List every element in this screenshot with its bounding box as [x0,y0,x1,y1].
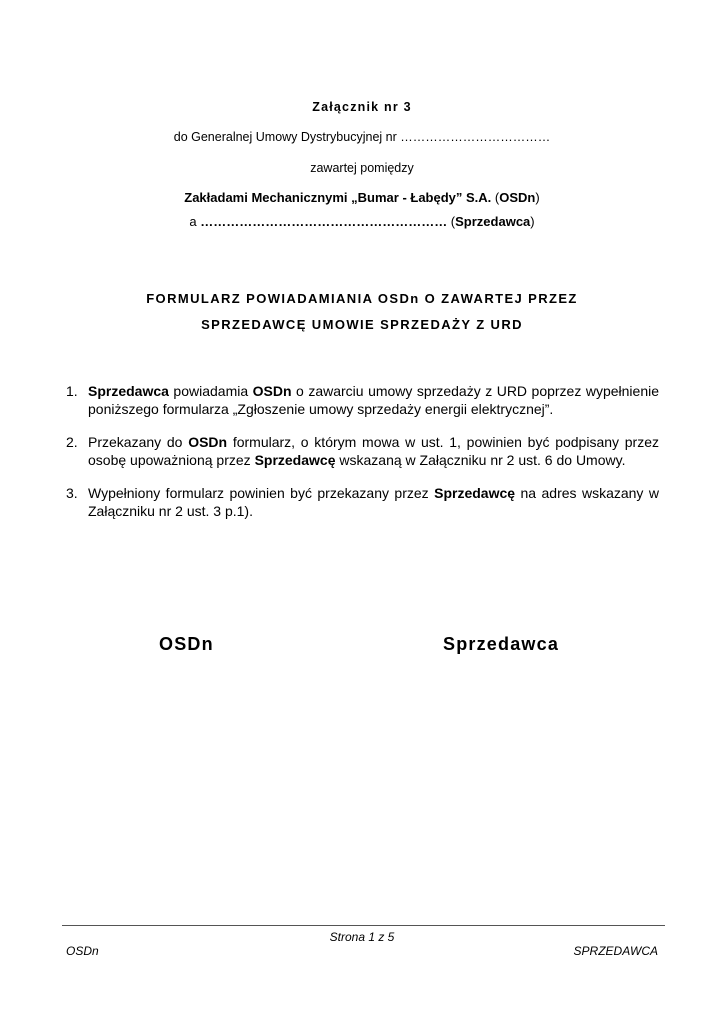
party-osdn [0,190,724,205]
form-title-line-2: SPRZEDAWCĘ UMOWIE SPRZEDAŻY Z URD [201,317,523,332]
party2-role: Sprzedawca [455,214,531,229]
item-number: 3. [66,485,78,501]
item-text-bold: OSDn [188,434,228,450]
item-number: 1. [66,383,78,399]
list-item [66,484,659,520]
item-text: na adres wskazany w Załączniku nr 2 ust. 3 p.1). [88,485,659,519]
item-text: powiadamia [168,383,253,399]
contract-reference: do Generalnej Umowy Dystrybucyjnej nr ……………………………… [173,130,551,144]
signature-seller: Sprzedawca [443,634,560,654]
item-text: wskazaną w Załączniku nr 2 ust. 6 do Umowy. [335,452,626,468]
party2-open: ( [447,214,456,229]
page-number: Strona 1 z 5 [329,930,395,944]
party1-role: OSDn [499,190,536,205]
item-text: Przekazany do [88,434,189,450]
footer-left-label: OSDn [66,944,99,958]
item-text-bold: Sprzedawcę [434,485,516,501]
item-text: formularz, o którym mowa w ust. 1, powinien być podpisany przez osobę upoważnioną przez [88,434,659,468]
party1-close: ) [535,190,540,205]
item-text-bold: Sprzedawcę [254,452,336,468]
party-seller [0,214,724,229]
item-number: 2. [66,434,78,450]
footer-right-label: SPRZEDAWCA [573,944,658,958]
notice-list [66,382,659,535]
party1-open: ( [491,190,500,205]
list-item [66,382,659,418]
party2-dots: ………………………………………………… [200,214,448,229]
footer-divider [62,925,665,926]
list-item [66,433,659,469]
annex-title: Załącznik nr 3 [312,100,412,114]
party2-close: ) [530,214,535,229]
between-line: zawartej pomiędzy [310,161,414,175]
item-text: Wypełniony formularz powinien być przekazany przez [88,485,435,501]
party1-name: Zakładami Mechanicznymi „Bumar - Łabędy” S.A. [184,190,492,205]
signature-osdn: OSDn [159,634,214,654]
item-text: o zawarciu umowy sprzedaży z URD poprzez wypełnienie poniższego formularza „Zgłoszenie umowy sprzedaży energii elektrycznej”. [88,383,660,417]
form-title-line-1: FORMULARZ POWIADAMIANIA OSDn O ZAWARTEJ PRZEZ [146,291,578,306]
item-text-bold: OSDn [252,383,292,399]
item-text-bold: Sprzedawca [88,383,169,399]
party2-prefix: a [189,214,201,229]
